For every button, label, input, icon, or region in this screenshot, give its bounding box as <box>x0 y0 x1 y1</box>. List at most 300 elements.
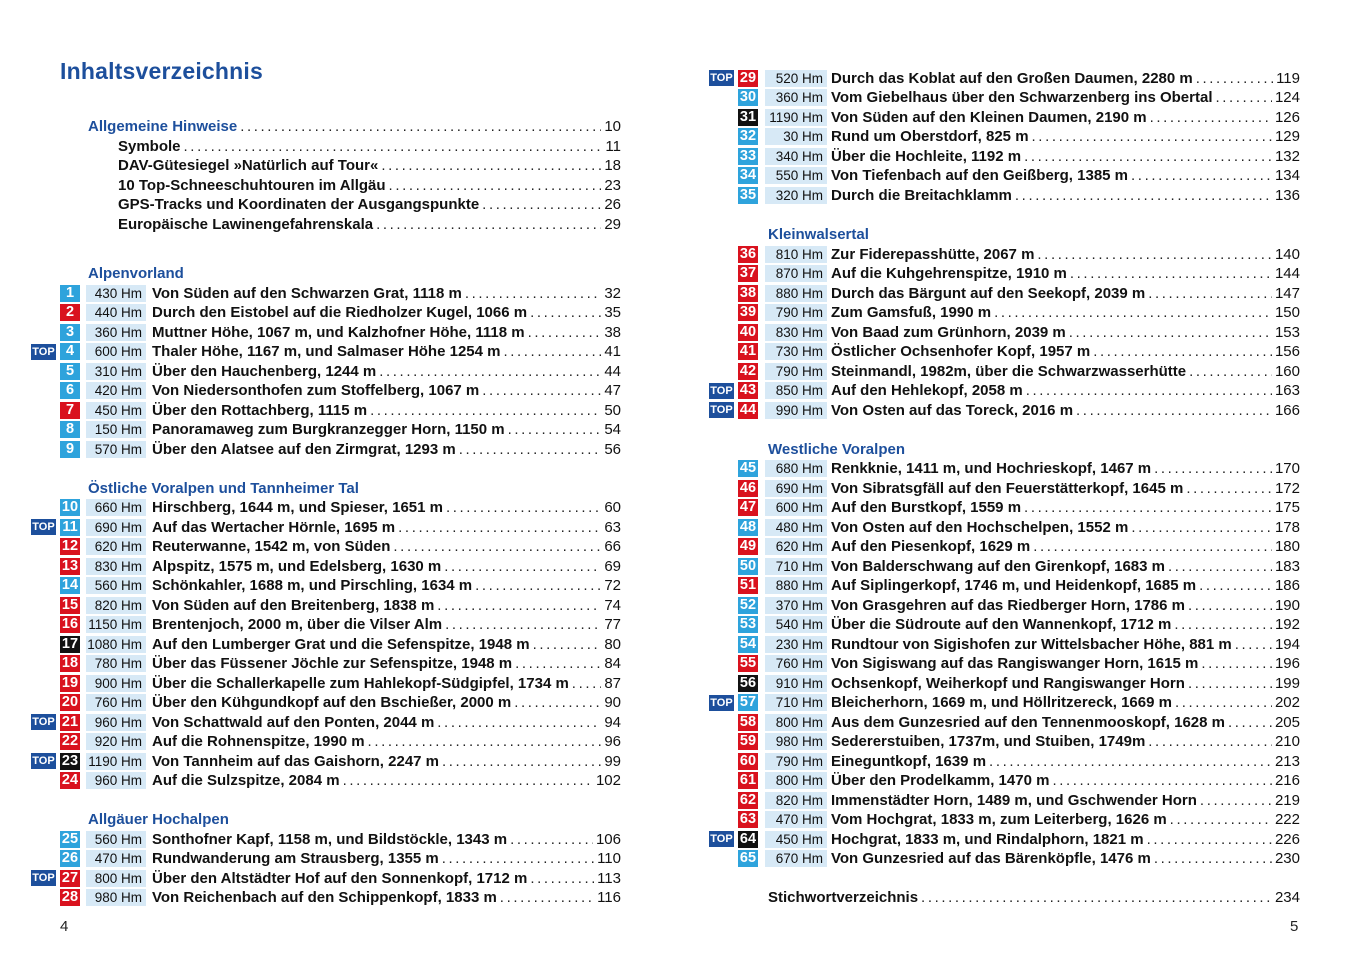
tour-entry-44-page: 166 <box>1274 401 1300 419</box>
tour-entry-39-page: 150 <box>1274 304 1300 321</box>
tour-entry-51-title: Auf Siplingerkopf, 1746 m, und Heidenkopf, 1685 m <box>831 577 1197 594</box>
tour-entry-51-page: 186 <box>1274 577 1300 594</box>
dot-leader <box>1026 381 1272 401</box>
elevation-value: 620 <box>94 539 118 554</box>
tour-entry-11[interactable] <box>152 518 621 538</box>
elevation-unit: Hm <box>802 129 823 144</box>
tour-entry-7[interactable] <box>152 401 621 421</box>
elevation-value: 520 <box>775 70 799 86</box>
tour-entry-26[interactable] <box>152 849 621 869</box>
elevation-gain <box>86 499 146 516</box>
tour-entry-48[interactable] <box>831 518 1300 538</box>
tour-number: 5 <box>60 363 80 380</box>
elevation-value: 660 <box>94 500 118 515</box>
dot-leader <box>459 440 602 460</box>
tour-number: 57 <box>739 694 757 710</box>
elevation-unit: Hm <box>802 168 823 183</box>
page-number-right: 5 <box>1290 918 1299 935</box>
tour-entry-57-title: Bleicherhorn, 1669 m, und Höllritzereck, 1669 m <box>831 694 1172 711</box>
tour-entry-3-title: Muttner Höhe, 1067 m, und Kalzhofner Höhe, 1118 m <box>152 323 525 341</box>
elevation-gain <box>765 480 827 497</box>
general-notes-item-title: Symbole <box>118 137 181 155</box>
elevation-value: 880 <box>775 578 799 593</box>
tour-entry-64-page: 226 <box>1274 830 1300 848</box>
elevation-gain <box>765 538 827 555</box>
elevation-unit: Hm <box>802 578 823 593</box>
elevation-unit: Hm <box>121 441 142 457</box>
top-badge: TOP <box>710 72 733 84</box>
tour-entry-35-title: Durch die Breitachklamm <box>831 186 1012 204</box>
tour-entry-42[interactable] <box>831 362 1300 382</box>
dot-leader <box>482 381 601 401</box>
elevation-value: 730 <box>775 344 799 359</box>
index-entry-title: Stichwortverzeichnis <box>768 889 919 906</box>
tour-entry-29[interactable] <box>831 69 1300 89</box>
elevation-unit: Hm <box>802 831 823 847</box>
tour-entry-63-title: Vom Hochgrat, 1833 m, zum Leiterberg, 1626 m <box>831 811 1167 828</box>
elevation-gain <box>765 265 827 282</box>
dot-leader <box>1186 479 1272 499</box>
elevation-unit: Hm <box>121 695 142 710</box>
tour-entry-58-page: 205 <box>1274 713 1300 731</box>
tour-entry-43[interactable] <box>831 381 1300 401</box>
elevation-gain <box>86 441 146 458</box>
tour-entry-10-page: 60 <box>604 499 621 516</box>
elevation-value: 600 <box>94 344 118 359</box>
tour-entry-46[interactable] <box>831 479 1300 499</box>
elevation-gain <box>86 382 146 399</box>
general-notes-item[interactable] <box>118 215 621 235</box>
tour-entry-35[interactable] <box>831 186 1300 206</box>
elevation-value: 710 <box>775 695 799 710</box>
tour-entry-65[interactable] <box>831 849 1300 869</box>
general-notes-item[interactable] <box>118 137 621 157</box>
general-notes-item-title: 10 Top-Schneeschuhtouren im Allgäu <box>118 176 386 194</box>
tour-entry-18[interactable] <box>152 654 621 674</box>
elevation-gain <box>765 733 827 750</box>
elevation-gain <box>86 597 146 614</box>
tour-entry-5-page: 44 <box>604 362 621 380</box>
dot-leader <box>376 215 601 235</box>
elevation-unit: Hm <box>121 383 142 398</box>
elevation-unit: Hm <box>802 344 823 359</box>
tour-entry-61-title: Über den Prodelkamm, 1470 m <box>831 772 1050 789</box>
elevation-gain <box>765 792 827 809</box>
dot-leader <box>368 732 602 752</box>
elevation-value: 470 <box>94 851 118 866</box>
elevation-value: 830 <box>775 324 799 340</box>
tour-number: 50 <box>739 557 757 574</box>
elevation-gain <box>765 675 827 692</box>
tour-entry-33-title: Über die Hochleite, 1192 m <box>831 147 1022 165</box>
elevation-unit: Hm <box>121 597 142 613</box>
elevation-gain <box>86 655 146 672</box>
general-notes-item-title: GPS-Tracks und Koordinaten der Ausgangspunkte <box>118 196 480 213</box>
elevation-value: 540 <box>775 617 799 632</box>
tour-entry-13-page: 69 <box>604 557 621 575</box>
tour-number: 7 <box>60 402 80 419</box>
tour-entry-10[interactable] <box>152 498 621 518</box>
tour-entry-38[interactable] <box>831 284 1300 304</box>
tour-entry-59-page: 210 <box>1274 733 1300 750</box>
tour-entry-52[interactable] <box>831 596 1300 616</box>
tour-entry-61-page: 216 <box>1274 772 1300 789</box>
tour-entry-32-title: Rund um Oberstdorf, 825 m <box>831 128 1029 145</box>
elevation-value: 550 <box>775 168 799 183</box>
tour-entry-47-title: Auf den Burstkopf, 1559 m <box>831 499 1022 516</box>
elevation-gain <box>86 753 146 770</box>
elevation-gain <box>86 694 146 711</box>
elevation-unit: Hm <box>802 636 823 652</box>
tour-entry-31[interactable] <box>831 108 1300 128</box>
tour-entry-25[interactable] <box>152 830 621 850</box>
elevation-gain <box>765 285 827 302</box>
tour-entry-21[interactable] <box>152 713 621 733</box>
dot-leader <box>370 401 601 421</box>
dot-leader <box>1235 635 1272 655</box>
dot-leader <box>442 849 594 869</box>
tour-entry-15-title: Von Süden auf den Breitenberg, 1838 m <box>152 596 435 614</box>
tour-number: 15 <box>61 596 79 613</box>
elevation-gain <box>86 421 146 438</box>
tour-entry-53-page: 192 <box>1274 616 1300 633</box>
tour-number: 61 <box>739 772 757 788</box>
top-badge: TOP <box>32 716 55 728</box>
tour-entry-52-page: 190 <box>1274 596 1300 614</box>
elevation-value: 150 <box>94 422 118 437</box>
tour-entry-52-title: Von Grasgehren auf das Riedberger Horn, 1786 m <box>831 596 1185 614</box>
tour-entry-62-title: Immenstädter Horn, 1489 m, und Gschwender Horn <box>831 791 1197 809</box>
elevation-unit: Hm <box>121 500 142 515</box>
dot-leader <box>1033 537 1272 557</box>
tour-number: 49 <box>739 538 757 554</box>
elevation-gain <box>765 402 827 419</box>
elevation-gain <box>765 382 827 399</box>
dot-leader <box>994 303 1272 323</box>
tour-entry-14-page: 72 <box>604 577 621 594</box>
general-notes-heading-page: 10 <box>604 118 621 135</box>
tour-entry-53[interactable] <box>831 615 1300 635</box>
tour-entry-8-title: Panoramaweg zum Burgkranzegger Horn, 1150 m <box>152 421 505 438</box>
elevation-gain <box>86 538 146 555</box>
tour-number: 30 <box>739 89 757 105</box>
tour-entry-57[interactable] <box>831 693 1300 713</box>
elevation-value: 920 <box>94 734 118 749</box>
general-notes-item-title: Europäische Lawinengefahrenskala <box>118 215 374 233</box>
tour-entry-3[interactable] <box>152 323 621 343</box>
elevation-gain <box>765 187 827 204</box>
tour-entry-47[interactable] <box>831 498 1300 518</box>
tour-entry-50[interactable] <box>831 557 1300 577</box>
tour-entry-19[interactable] <box>152 674 621 694</box>
tour-entry-49-title: Auf den Piesenkopf, 1629 m <box>831 538 1031 555</box>
tour-entry-9[interactable] <box>152 440 621 460</box>
elevation-value: 560 <box>94 831 118 847</box>
general-notes-item[interactable] <box>118 176 621 196</box>
elevation-value: 680 <box>775 461 799 476</box>
dot-leader <box>1069 323 1272 343</box>
general-notes-heading[interactable] <box>88 117 621 137</box>
elevation-value: 420 <box>94 383 118 398</box>
tour-entry-63[interactable] <box>831 810 1300 830</box>
elevation-unit: Hm <box>121 675 142 691</box>
tour-number: 37 <box>739 265 757 281</box>
tour-entry-45[interactable] <box>831 459 1300 479</box>
tour-entry-64[interactable] <box>831 830 1300 850</box>
dot-leader <box>1196 69 1273 89</box>
tour-entry-49-page: 180 <box>1274 538 1300 555</box>
elevation-value: 960 <box>94 773 118 788</box>
tour-number: 38 <box>739 284 757 301</box>
elevation-gain <box>86 733 146 750</box>
tour-entry-13[interactable] <box>152 557 621 577</box>
tour-number: 2 <box>60 304 80 321</box>
dot-leader <box>1024 147 1272 167</box>
tour-entry-26-title: Rundwanderung am Strausberg, 1355 m <box>152 850 439 867</box>
elevation-gain <box>765 460 827 477</box>
tour-entry-37[interactable] <box>831 264 1300 284</box>
tour-entry-54-page: 194 <box>1274 635 1300 653</box>
elevation-unit: Hm <box>121 753 142 769</box>
tour-entry-27-title: Über den Altstädter Hof auf den Sonnenkopf, 1712 m <box>152 869 528 887</box>
elevation-value: 570 <box>94 441 118 457</box>
general-notes-item-title: DAV-Gütesiegel »Natürlich auf Tour« <box>118 157 379 174</box>
tour-entry-32-page: 129 <box>1274 128 1300 145</box>
tour-entry-20[interactable] <box>152 693 621 713</box>
section-heading-kleinwalsertal: Kleinwalsertal <box>768 226 869 243</box>
tour-entry-41-page: 156 <box>1274 343 1300 360</box>
tour-number: 21 <box>61 713 79 730</box>
tour-entry-50-page: 183 <box>1274 557 1300 575</box>
dot-leader <box>184 137 603 157</box>
elevation-value: 850 <box>775 383 799 398</box>
dot-leader <box>1201 654 1272 674</box>
tour-entry-19-page: 87 <box>604 674 621 692</box>
tour-entry-27-page: 113 <box>597 869 621 887</box>
tour-number: 27 <box>61 869 79 886</box>
dot-leader <box>572 674 602 694</box>
tour-entry-4-title: Thaler Höhe, 1167 m, und Salmaser Höhe 1254 m <box>152 343 501 360</box>
dot-leader <box>530 303 601 323</box>
tour-entry-24-title: Auf die Sulzspitze, 2084 m <box>152 772 340 789</box>
tour-entry-21-page: 94 <box>604 713 621 731</box>
tour-entry-41[interactable] <box>831 342 1300 362</box>
dot-leader <box>379 362 601 382</box>
elevation-value: 810 <box>775 246 799 262</box>
dot-leader <box>1032 127 1272 147</box>
elevation-gain <box>765 109 827 126</box>
tour-entry-3-page: 38 <box>604 323 621 341</box>
index-entry[interactable] <box>768 888 1300 908</box>
elevation-value: 430 <box>94 285 118 301</box>
elevation-unit: Hm <box>802 305 823 320</box>
dot-leader <box>1052 771 1272 791</box>
elevation-gain <box>765 148 827 165</box>
tour-entry-23-title: Von Tannheim auf das Gaishorn, 2247 m <box>152 752 440 770</box>
tour-entry-29-title: Durch das Koblat auf den Großen Daumen, 2280 m <box>831 69 1193 87</box>
dot-leader <box>1174 615 1272 635</box>
elevation-unit: Hm <box>802 695 823 710</box>
elevation-gain <box>86 577 146 594</box>
elevation-value: 990 <box>775 402 799 418</box>
dot-leader <box>381 156 601 176</box>
tour-entry-4[interactable] <box>152 342 621 362</box>
general-notes-item[interactable] <box>118 156 621 176</box>
tour-entry-17-page: 80 <box>604 635 621 653</box>
section-heading-alpenvorland: Alpenvorland <box>88 265 184 282</box>
index-entry-page: 234 <box>1274 889 1300 906</box>
tour-entry-6[interactable] <box>152 381 621 401</box>
elevation-gain <box>765 636 827 653</box>
tour-entry-22[interactable] <box>152 732 621 752</box>
tour-entry-18-page: 84 <box>604 655 621 672</box>
tour-number: 16 <box>61 616 79 632</box>
tour-entry-1-title: Von Süden auf den Schwarzen Grat, 1118 m <box>152 284 462 302</box>
tour-entry-42-page: 160 <box>1274 362 1300 380</box>
elevation-gain <box>86 304 146 321</box>
tour-entry-34-page: 134 <box>1274 167 1300 184</box>
elevation-unit: Hm <box>802 597 823 613</box>
dot-leader <box>1228 713 1272 733</box>
dot-leader <box>500 888 594 908</box>
elevation-unit: Hm <box>121 539 142 554</box>
tour-entry-49[interactable] <box>831 537 1300 557</box>
elevation-gain <box>86 363 146 380</box>
dot-leader <box>515 654 601 674</box>
elevation-value: 790 <box>775 305 799 320</box>
tour-entry-20-title: Über den Kühgundkopf auf den Bschießer, 2000 m <box>152 694 512 711</box>
tour-entry-14[interactable] <box>152 576 621 596</box>
tour-entry-16[interactable] <box>152 615 621 635</box>
elevation-unit: Hm <box>121 344 142 359</box>
tour-entry-58-title: Aus dem Gunzesried auf den Tennenmooskopf, 1628 m <box>831 713 1225 731</box>
section-heading-westliche-voralpen: Westliche Voralpen <box>768 441 905 458</box>
dot-leader <box>528 323 602 343</box>
tour-entry-12-title: Reuterwanne, 1542 m, von Süden <box>152 538 391 555</box>
tour-entry-34[interactable] <box>831 166 1300 186</box>
dot-leader <box>1189 362 1272 382</box>
general-notes-item-page: 11 <box>605 137 621 155</box>
tour-entry-62[interactable] <box>831 791 1300 811</box>
tour-entry-40[interactable] <box>831 323 1300 343</box>
tour-entry-36[interactable] <box>831 245 1300 265</box>
dot-leader <box>1131 518 1272 538</box>
elevation-gain <box>765 89 827 106</box>
tour-entry-46-title: Von Sibratsgfäll auf den Feuerstätterkopf, 1645 m <box>831 479 1184 497</box>
elevation-gain <box>765 577 827 594</box>
elevation-gain <box>765 70 827 87</box>
tour-entry-8[interactable] <box>152 420 621 440</box>
tour-number: 11 <box>60 519 80 536</box>
tour-entry-13-title: Alpspitz, 1575 m, und Edelsberg, 1630 m <box>152 557 442 575</box>
tour-number: 47 <box>739 499 757 515</box>
elevation-gain <box>765 246 827 263</box>
tour-entry-41-title: Östlicher Ochsenhofer Kopf, 1957 m <box>831 343 1091 360</box>
tour-entry-44[interactable] <box>831 401 1300 421</box>
tour-entry-39[interactable] <box>831 303 1300 323</box>
elevation-unit: Hm <box>802 187 823 203</box>
tour-number: 59 <box>739 733 757 749</box>
tour-entry-54[interactable] <box>831 635 1300 655</box>
top-badge: TOP <box>32 755 55 767</box>
tour-entry-55[interactable] <box>831 654 1300 674</box>
dot-leader <box>508 420 602 440</box>
tour-entry-56[interactable] <box>831 674 1300 694</box>
dot-leader <box>1168 557 1272 577</box>
tour-entry-23[interactable] <box>152 752 621 772</box>
tour-number: 3 <box>60 324 80 341</box>
tour-entry-26-page: 110 <box>597 850 621 867</box>
tour-entry-55-title: Von Sigiswang auf das Rangiswanger Horn, 1615 m <box>831 655 1199 672</box>
tour-entry-60[interactable] <box>831 752 1300 772</box>
tour-entry-5[interactable] <box>152 362 621 382</box>
elevation-gain <box>765 519 827 536</box>
elevation-unit: Hm <box>802 324 823 340</box>
tour-entry-1[interactable] <box>152 284 621 304</box>
elevation-value: 1150 <box>88 617 118 632</box>
elevation-gain <box>765 772 827 789</box>
tour-entry-24[interactable] <box>152 771 621 791</box>
top-badge: TOP <box>710 833 733 845</box>
elevation-value: 340 <box>775 148 799 164</box>
tour-entry-28-title: Von Reichenbach auf den Schippenkopf, 1833 m <box>152 889 497 906</box>
tour-entry-27[interactable] <box>152 869 621 889</box>
elevation-gain <box>86 870 146 887</box>
elevation-value: 320 <box>775 187 799 203</box>
tour-entry-30[interactable] <box>831 88 1300 108</box>
tour-number: 14 <box>61 577 79 593</box>
general-notes-item[interactable] <box>118 195 621 215</box>
tour-number: 52 <box>739 596 757 613</box>
elevation-gain <box>765 831 827 848</box>
elevation-unit: Hm <box>802 480 823 496</box>
tour-entry-23-page: 99 <box>604 752 621 770</box>
tour-entry-17[interactable] <box>152 635 621 655</box>
elevation-value: 620 <box>775 539 799 554</box>
tour-entry-32[interactable] <box>831 127 1300 147</box>
tour-number: 51 <box>739 577 757 593</box>
elevation-gain <box>765 324 827 341</box>
dot-leader <box>1076 401 1272 421</box>
tour-entry-30-title: Vom Giebelhaus über den Schwarzenberg ins Obertal <box>831 89 1213 106</box>
elevation-value: 450 <box>775 831 799 847</box>
elevation-gain <box>765 616 827 633</box>
tour-entry-4-page: 41 <box>604 343 621 360</box>
tour-entry-12[interactable] <box>152 537 621 557</box>
elevation-value: 1080 <box>87 636 118 652</box>
tour-number: 46 <box>739 479 757 496</box>
tour-number: 23 <box>61 752 79 769</box>
elevation-unit: Hm <box>802 773 823 788</box>
tour-entry-56-title: Ochsenkopf, Weiherkopf und Rangiswanger Horn <box>831 674 1185 692</box>
tour-entry-61[interactable] <box>831 771 1300 791</box>
elevation-gain <box>765 597 827 614</box>
tour-entry-28[interactable] <box>152 888 621 908</box>
tour-entry-15[interactable] <box>152 596 621 616</box>
tour-entry-51[interactable] <box>831 576 1300 596</box>
tour-entry-59[interactable] <box>831 732 1300 752</box>
elevation-gain <box>765 694 827 711</box>
tour-entry-2[interactable] <box>152 303 621 323</box>
tour-entry-20-page: 90 <box>604 694 621 711</box>
tour-number: 62 <box>739 791 757 808</box>
elevation-value: 440 <box>94 305 118 320</box>
tour-entry-19-title: Über die Schallerkapelle zum Hahlekopf-Südgipfel, 1734 m <box>152 674 569 692</box>
tour-entry-58[interactable] <box>831 713 1300 733</box>
tour-entry-6-title: Von Niedersonthofen zum Stoffelberg, 1067 m <box>152 382 480 399</box>
tour-entry-33[interactable] <box>831 147 1300 167</box>
top-badge: TOP <box>32 345 55 358</box>
